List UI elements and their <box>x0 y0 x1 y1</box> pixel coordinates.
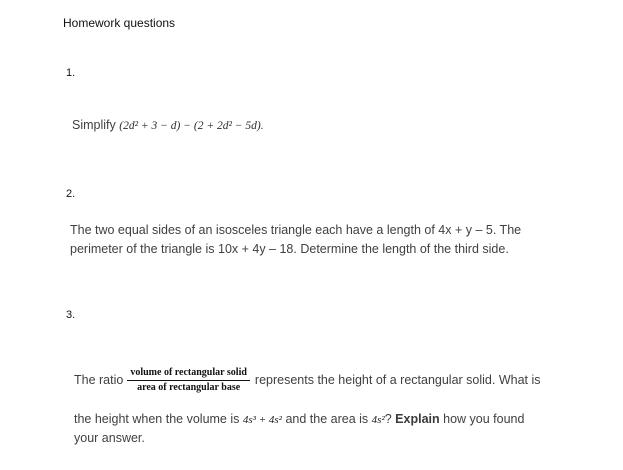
question-3-line-2-middle: and the area is <box>285 412 369 426</box>
question-3-line-2 <box>74 410 524 430</box>
question-2-line-1: The two equal sides of an isosceles triangle each have a length of 4x + y – 5. The <box>70 223 522 237</box>
question-1-text <box>72 116 264 136</box>
question-3-number: 3. <box>66 309 76 321</box>
question-mark: ? <box>384 412 392 426</box>
question-1-expression: (2d² + 3 − d) − (2 + 2d² − 5d). <box>119 120 264 132</box>
ratio-fraction <box>127 367 250 394</box>
fraction-denominator: area of rectangular base <box>137 382 241 393</box>
question-3-line-2-end: how you found <box>443 412 525 426</box>
page-title: Homework questions <box>63 16 176 30</box>
question-3-ratio-suffix: represents the height of a rectangular solid. What is <box>254 373 541 387</box>
area-expression: 4s² <box>371 414 385 426</box>
fraction-numerator: volume of rectangular solid <box>127 367 250 381</box>
explain-bold: Explain <box>395 412 440 426</box>
question-2-number: 2. <box>66 188 76 200</box>
question-3-line-3: your answer. <box>74 431 145 445</box>
question-1-number: 1. <box>66 67 76 79</box>
question-1-prefix: Simplify <box>72 118 116 132</box>
question-3-ratio-prefix: The ratio <box>74 373 124 387</box>
question-3-line-2-start: the height when the volume is <box>74 412 240 426</box>
question-2-line-2: perimeter of the triangle is 10x + 4y – 18. Determine the length of the third side. <box>70 242 509 256</box>
question-3-line-1 <box>74 367 541 394</box>
volume-expression: 4s³ + 4s² <box>242 414 282 426</box>
